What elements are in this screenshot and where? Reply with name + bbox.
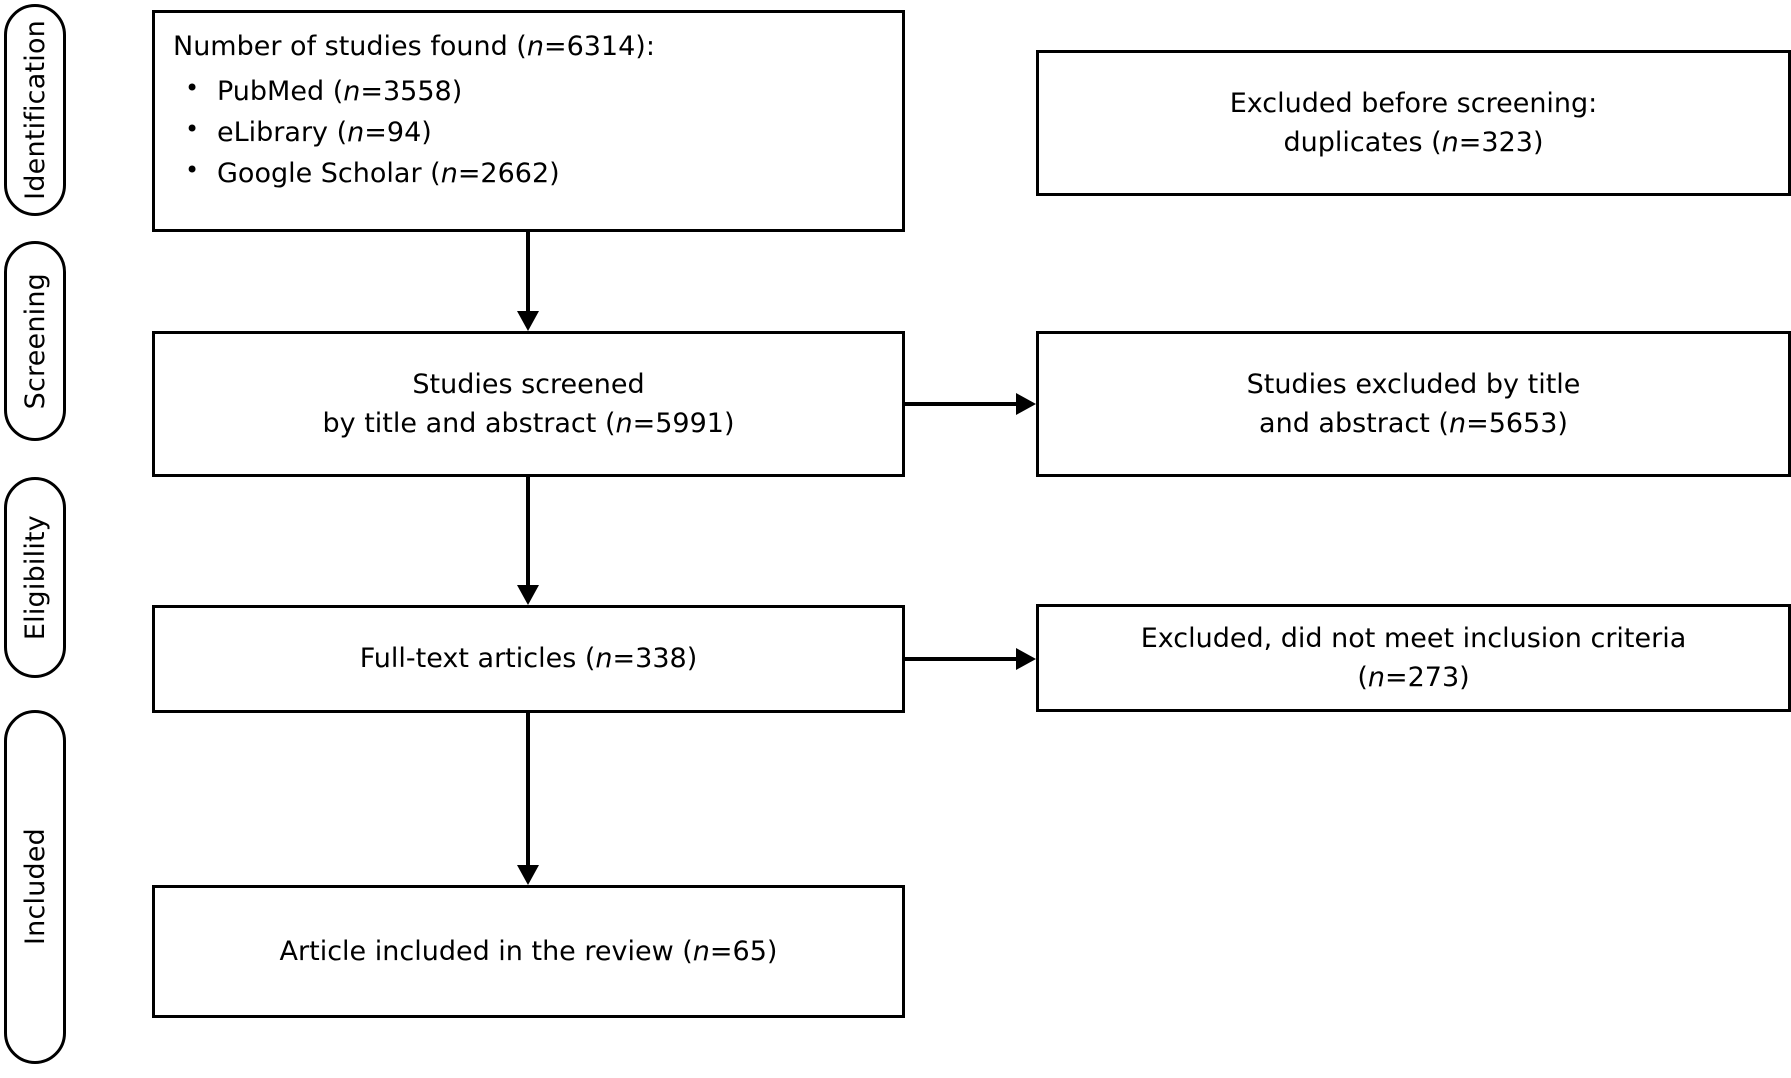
stage-label-eligibility [4, 477, 66, 678]
arrow-screening-to-excluded [905, 389, 1036, 419]
excluded-criteria-line1: Excluded, did not meet inclusion criteria [1140, 622, 1687, 654]
n-italic: n [440, 158, 458, 190]
n-italic: n [692, 935, 710, 967]
arrow-eligibility-to-included [513, 713, 543, 885]
n-italic: n [526, 31, 544, 62]
box-full-text-articles [152, 605, 905, 713]
full-text-articles-line1: Full-text articles (n=338) [359, 643, 698, 675]
n-italic: n [343, 76, 361, 108]
box-excluded-inclusion-criteria [1036, 604, 1791, 712]
box-studies-found [152, 10, 905, 232]
stage-label-identification [4, 4, 66, 216]
n-italic: n [347, 117, 365, 149]
studies-screened-line1: Studies screened [412, 368, 645, 400]
n-italic: n [1448, 408, 1467, 439]
arrow-identification-to-screening [513, 232, 543, 331]
list-item: • PubMed (n=3558) [173, 72, 884, 111]
stage-label-eligibility-text: Eligibility [19, 514, 51, 641]
stage-label-included-text: Included [19, 828, 51, 946]
excluded-criteria-line2: (n=273) [1357, 662, 1470, 693]
stage-label-screening [4, 241, 66, 441]
stage-label-screening-text: Screening [19, 272, 51, 410]
stage-label-included [4, 710, 66, 1064]
articles-included-line1: Article included in the review (n=65) [279, 935, 778, 967]
stage-label-identification-text: Identification [19, 20, 51, 200]
n-italic: n [1367, 662, 1385, 693]
box-excluded-title-abstract [1036, 331, 1791, 477]
studies-found-title: Number of studies found (n=6314): [173, 31, 655, 62]
list-item: • eLibrary (n=94) [173, 113, 884, 152]
excluded-before-screening-line1: Excluded before screening: [1229, 87, 1598, 119]
excluded-before-screening-line2: duplicates (n=323) [1283, 127, 1544, 158]
excluded-title-abstract-line1: Studies excluded by title [1246, 368, 1581, 400]
studies-found-source-list [173, 72, 884, 193]
box-excluded-before-screening [1036, 50, 1791, 196]
box-studies-screened [152, 331, 905, 477]
excluded-title-abstract-line2: and abstract (n=5653) [1259, 408, 1568, 439]
list-item: • Google Scholar (n=2662) [173, 154, 884, 193]
arrow-screening-to-eligibility [513, 477, 543, 605]
studies-screened-line2: by title and abstract (n=5991) [322, 408, 735, 439]
box-articles-included [152, 885, 905, 1018]
arrow-eligibility-to-excluded [905, 644, 1036, 674]
n-italic: n [595, 643, 613, 675]
n-italic: n [1441, 127, 1459, 158]
n-italic: n [615, 408, 633, 439]
